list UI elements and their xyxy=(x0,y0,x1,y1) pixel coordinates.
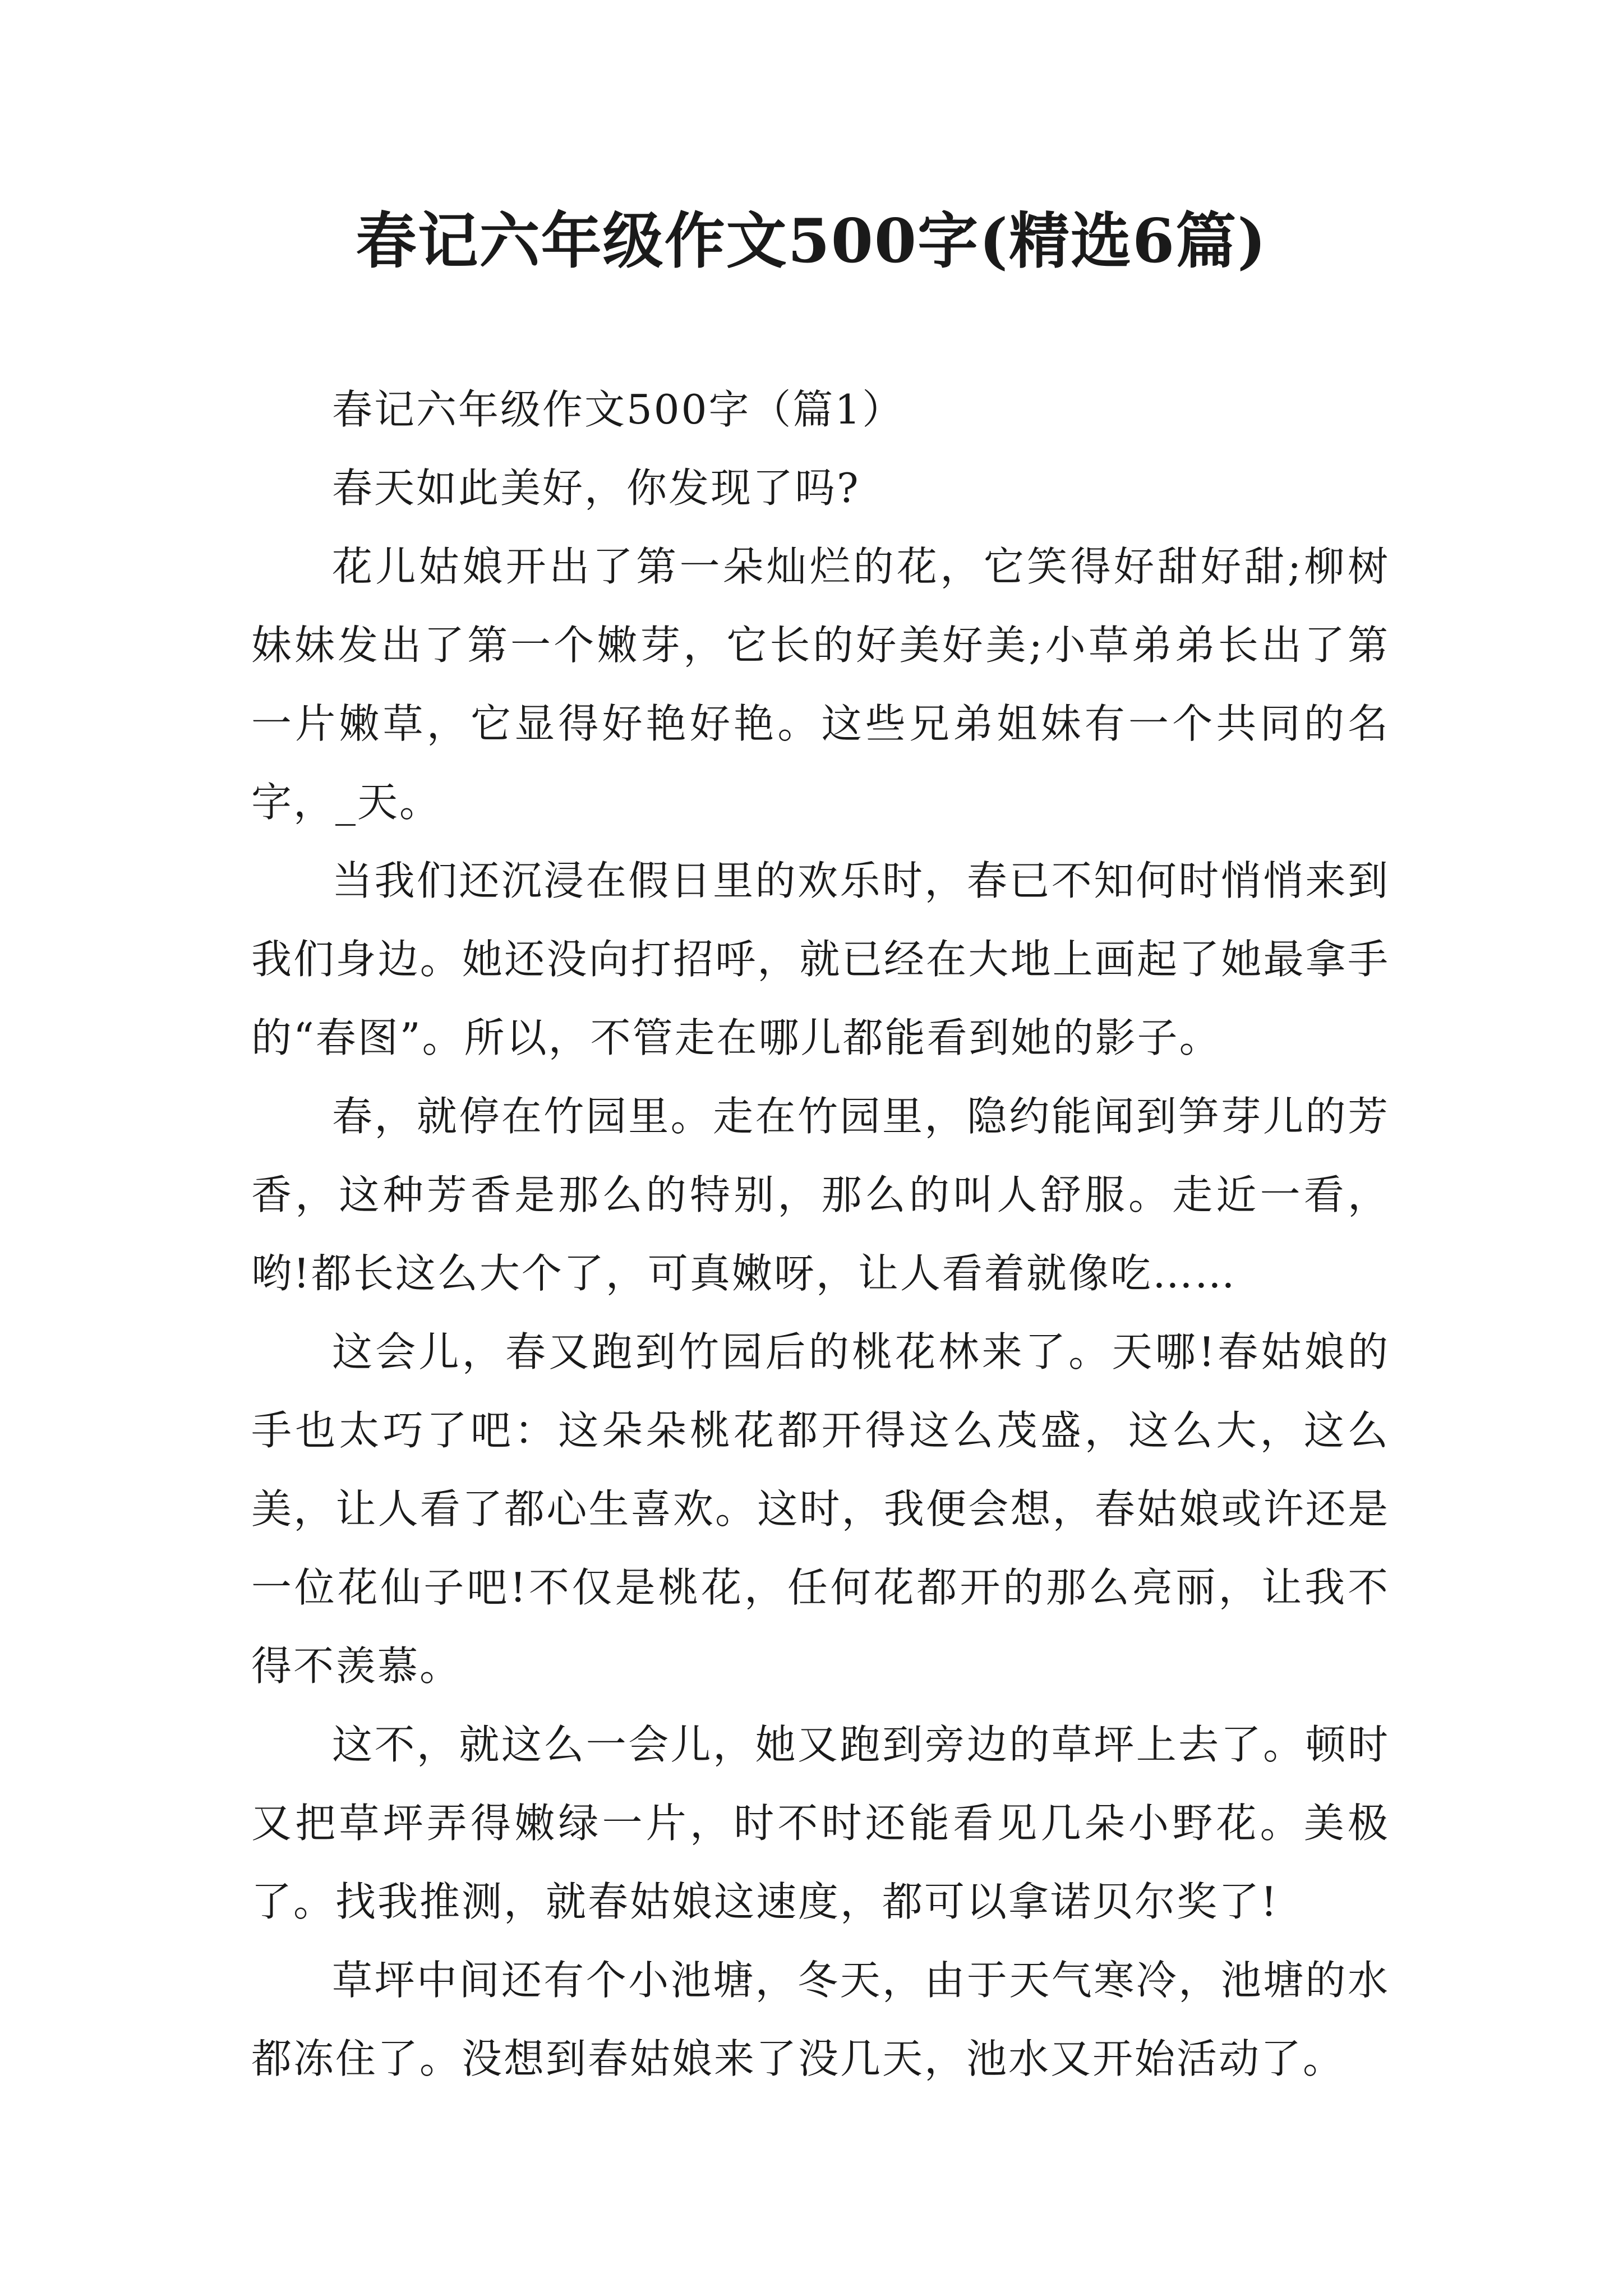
paragraph: 花儿姑娘开出了第一朵灿烂的花，它笑得好甜好甜;柳树妹妹发出了第一个嫩芽，它长的好美好美;小草弟弟长出了第一片嫩草，它显得好艳好艳。这些兄弟姐妹有一个共同的名字，_天。 xyxy=(251,543,1390,826)
paragraph: 当我们还沉浸在假日里的欢乐时，春已不知何时悄悄来到我们身边。她还没向打招呼，就已经在大地上画起了她最拿手的“春图”。所以，不管走在哪儿都能看到她的影子。 xyxy=(251,857,1390,1061)
paragraph: 这会儿，春又跑到竹园后的桃花林来了。天哪!春姑娘的手也太巧了吧：这朵朵桃花都开得这么茂盛，这么大，这么美，让人看了都心生喜欢。这时，我便会想，春姑娘或许还是一位花仙子吧!不仅是桃花，任何花都开的那么亮丽，让我不得不羡慕。 xyxy=(251,1328,1390,1690)
paragraph: 春，就停在竹园里。走在竹园里，隐约能闻到笋芽儿的芳香，这种芳香是那么的特别，那么的叫人舒服。走近一看，哟!都长这么大个了，可真嫩呀，让人看着就像吃…… xyxy=(251,1093,1390,1297)
document-body xyxy=(251,370,1390,2098)
paragraph: 这不，就这么一会儿，她又跑到旁边的草坪上去了。顿时又把草坪弄得嫩绿一片，时不时还能看见几朵小野花。美极了。找我推测，就春姑娘这速度，都可以拿诺贝尔奖了! xyxy=(251,1721,1390,1925)
section-heading: 春记六年级作文500字（篇1） xyxy=(332,386,905,433)
paragraph: 草坪中间还有个小池塘，冬天，由于天气寒冷，池塘的水都冻住了。没想到春姑娘来了没几天，池水又开始活动了。 xyxy=(251,1957,1390,2082)
paragraph: 春天如此美好，你发现了吗? xyxy=(332,464,860,512)
document-title: 春记六年级作文500字(精选6篇) xyxy=(356,206,1267,277)
